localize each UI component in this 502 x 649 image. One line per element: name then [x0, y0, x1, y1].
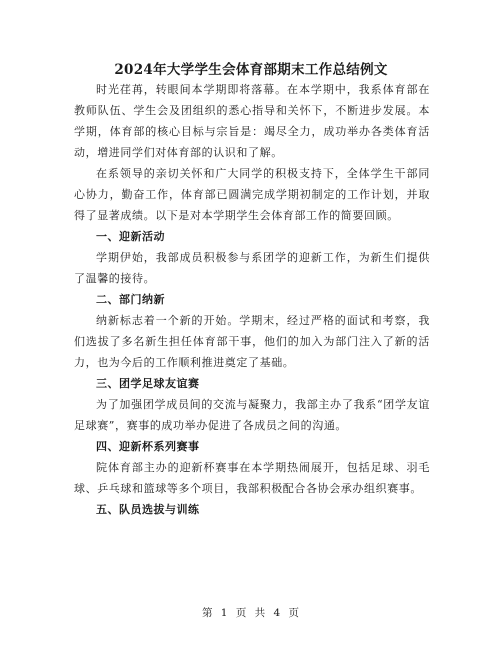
section-text-welcome: 学期伊始，我部成员积极参与系团学的迎新工作，为新生们提供了温馨的接待。 [74, 251, 430, 285]
page-number-footer: 第 1 页 共 4 页 [201, 607, 301, 619]
section-heading-football-match: 三、团学足球友谊赛 [96, 377, 200, 390]
section-heading-recruitment: 二、部门纳新 [96, 293, 165, 306]
section-text-football-match: 为了加强团学成员间的交流与凝聚力，我部主办了我系“团学友谊足球赛”，赛事的成功举办促进了各成员之间的沟通。 [74, 398, 430, 432]
section-text-recruitment: 纳新标志着一个新的开始。学期末，经过严格的面试和考察，我们选拔了多名新生担任体育部干事，他们的加入为部门注入了新的活力，也为今后的工作顺利推进奠定了基础。 [74, 314, 430, 369]
section-heading-team-selection: 五、队员选拔与训练 [96, 503, 200, 516]
document-body [74, 79, 430, 520]
section-text-welcome-cup: 院体育部主办的迎新杯赛事在本学期热闹展开，包括足球、羽毛球、乒乓球和篮球等多个项目，我部积极配合各协会承办组织赛事。 [74, 461, 430, 495]
document-title: 2024年大学学生会体育部期末工作总结例文 [114, 62, 388, 78]
intro-paragraph-2: 在系领导的亲切关怀和广大同学的积极支持下，全体学生干部同心协力，勤奋工作，体育部已圆满完成学期初制定的工作计划，并取得了显著成绩。以下是对本学期学生会体育部工作的简要回顾。 [74, 167, 430, 222]
section-heading-welcome: 一、迎新活动 [96, 230, 165, 243]
section-heading-welcome-cup: 四、迎新杯系列赛事 [96, 440, 200, 453]
intro-paragraph-1: 时光荏苒，转眼间本学期即将落幕。在本学期中，我系体育部在教师队伍、学生会及团组织的悉心指导和关怀下，不断进步发展。本学期，体育部的核心目标与宗旨是：竭尽全力，成功举办各类体育活动，增进同学们对体育部的认识和了解。 [74, 83, 430, 159]
